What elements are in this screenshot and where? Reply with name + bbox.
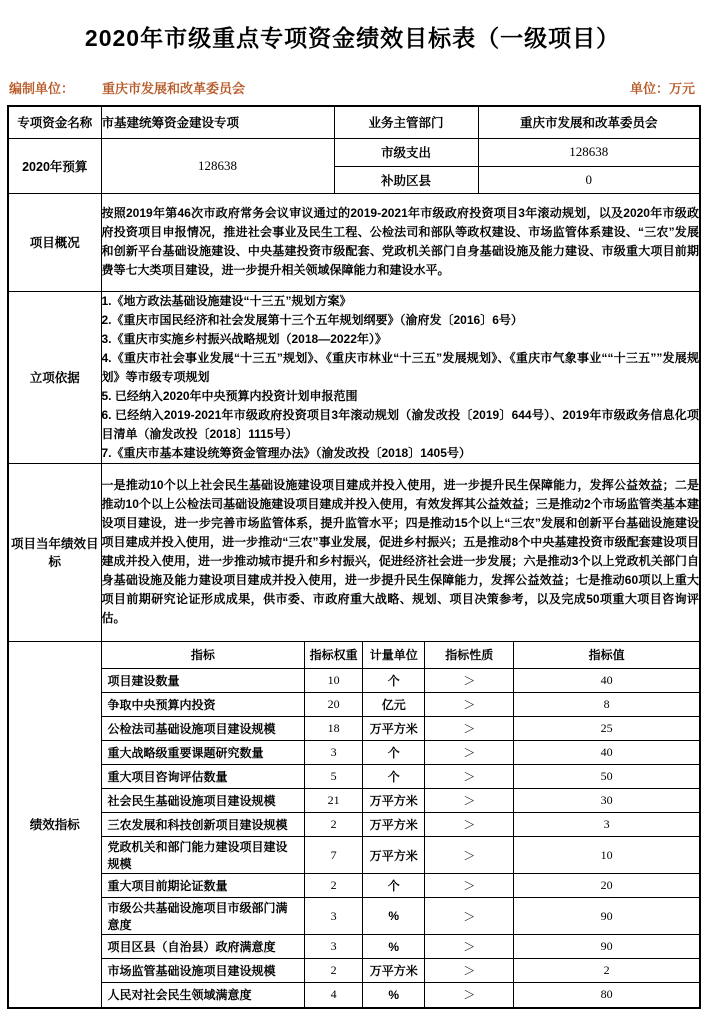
fund-name-label: 专项资金名称 [8,106,101,138]
indicator-nature: ＞ [425,693,514,717]
indicator-nature: ＞ [425,789,514,813]
indicator-unit: 个 [363,669,425,693]
basis-text [101,291,700,463]
indicator-name: 重大项目咨询评估数量 [102,765,305,789]
indicator-row [102,765,700,789]
indicator-nature: ＞ [425,874,514,898]
indicator-row [102,717,700,741]
indicator-weight: 20 [305,693,363,717]
meta-row [9,78,695,97]
indicator-unit: 万平方米 [363,813,425,837]
indicator-value: 3 [514,813,699,837]
unit-label: 单位：万元 [629,81,695,96]
indicators-row [8,641,700,1008]
indicator-name: 人民对社会民生领域满意度 [102,983,305,1007]
indicator-row [102,983,700,1007]
dept-value: 重庆市发展和改革委员会 [478,106,700,138]
indicator-name: 重大战略级重要课题研究数量 [102,741,305,765]
annual-goal-row [8,463,700,641]
indicator-weight: 4 [305,983,363,1007]
indicator-nature: ＞ [425,935,514,959]
indicator-name: 党政机关和部门能力建设项目建设规模 [102,837,305,874]
basis-label: 立项依据 [8,291,101,463]
fund-name-row [8,106,700,138]
indicator-value: 80 [514,983,699,1007]
indicator-row [102,741,700,765]
indicators-header-row [102,642,700,669]
indicator-weight: 3 [305,741,363,765]
indicator-unit: % [363,935,425,959]
indicator-nature: ＞ [425,959,514,983]
indicator-name: 项目区县（自治县）政府满意度 [102,935,305,959]
indicator-value: 90 [514,935,699,959]
indicator-weight: 2 [305,959,363,983]
indicator-nature: ＞ [425,837,514,874]
indicator-unit: 个 [363,741,425,765]
indicator-weight: 10 [305,669,363,693]
indicator-nature: ＞ [425,983,514,1007]
subsidy-value: 0 [478,166,700,193]
indicator-nature: ＞ [425,765,514,789]
annual-goal-text: 一是推动10个以上社会民生基础设施建设项目建成并投入使用，进一步提升民生保障能力，发挥公益效益；二是推动10个以上公检法司基础设施建设项目建成并投入使用，有效发挥其公益效益；三是推动2个市场监管类基本建设项目建设，进一步完善市场监管体系，提升监管水平；四是推动15个以上“三农”发展和创新平台基础设施建设项目建成并投入使用，进一步推动“三农”事业发展，促进乡村振兴；五是推动8个中央基建投资市级配套建设项目建成并投入使用，进一步推动城市提升和乡村振兴，促进经济社会进一步发展；六是推动3个以上党政机关部门自身基础设施及能力建设项目建成并投入使用，进一步提升民生保障能力，发挥公益效益；七是推动60项以上重大项目前期研究论证形成成果，供市委、市政府重大战略、规划、项目决策参考，以及完成50项重大项目咨询评估。 [101,463,700,641]
indicators-label: 绩效指标 [8,641,101,1008]
city-expense-label: 市级支出 [334,138,478,166]
indicator-unit: 个 [363,874,425,898]
indicator-unit: % [363,983,425,1007]
header-unit: 计量单位 [363,642,425,669]
page-title: 2020年市级重点专项资金绩效目标表（一级项目） [84,25,621,51]
basis-item: 5. 已经纳入2020年中央预算内投资计划申报范围 [101,388,358,403]
indicator-name: 市场监管基础设施项目建设规模 [102,959,305,983]
indicator-name: 市级公共基础设施项目市级部门满意度 [102,898,305,935]
budget-value: 128638 [101,138,334,193]
budget-row [8,138,700,166]
overview-label: 项目概况 [8,193,101,291]
indicator-unit: 万平方米 [363,789,425,813]
indicator-weight: 2 [305,813,363,837]
indicator-name: 社会民生基础设施项目建设规模 [102,789,305,813]
indicator-row [102,935,700,959]
indicator-name: 重大项目前期论证数量 [102,874,305,898]
basis-item: 7.《重庆市基本建设统筹资金管理办法》（渝发改投〔2018〕1405号） [101,445,471,460]
indicator-row [102,693,700,717]
indicator-row [102,813,700,837]
indicator-value: 20 [514,874,699,898]
indicator-value: 30 [514,789,699,813]
header-weight: 指标权重 [305,642,363,669]
indicator-unit: 亿元 [363,693,425,717]
basis-item: 6. 已经纳入2019-2021年市级政府投资项目3年滚动规划（渝发改投〔2019〕644号）、2019年市级政务信息化项目清单（渝发改投〔2018〕1115号） [101,407,699,441]
indicator-value: 8 [514,693,699,717]
header-value: 指标值 [514,642,699,669]
indicator-weight: 7 [305,837,363,874]
indicator-value: 40 [514,669,699,693]
indicator-row [102,959,700,983]
basis-row [8,291,700,463]
header-nature: 指标性质 [425,642,514,669]
basis-item: 3.《重庆市实施乡村振兴战略规划（2018—2022年）》 [101,331,387,346]
indicator-unit: 万平方米 [363,837,425,874]
indicator-unit: 万平方米 [363,959,425,983]
indicator-row [102,669,700,693]
indicator-row [102,789,700,813]
annual-goal-label: 项目当年绩效目标 [8,463,101,641]
indicator-name: 三农发展和科技创新项目建设规模 [102,813,305,837]
indicator-unit: 个 [363,765,425,789]
indicator-value: 90 [514,898,699,935]
subsidy-label: 补助区县 [334,166,478,193]
prepared-by-value: 重庆市发展和改革委员会 [102,81,246,96]
dept-label: 业务主管部门 [334,106,478,138]
prepared-by [9,78,245,97]
indicators-table [102,642,700,1007]
indicator-weight: 3 [305,898,363,935]
indicator-nature: ＞ [425,898,514,935]
indicator-nature: ＞ [425,717,514,741]
indicator-value: 10 [514,837,699,874]
indicator-weight: 21 [305,789,363,813]
indicator-weight: 5 [305,765,363,789]
indicators-table-cell [101,641,700,1008]
overview-text: 按照2019年第46次市政府常务会议审议通过的2019-2021年市级政府投资项目3年滚动规划，以及2020年市级政府投资项目申报情况，推进社会事业及民生工程、公检法司和部队等政权建设、市场监管体系建设、“三农”发展和创新平台基础设施建设、中央基建投资市级配套、党政机关部门自身基础设施及能力建设、市级重大项目前期费等七大类项目建设，进一步提升相关领域保障能力和建设水平。 [101,193,700,291]
indicator-value: 50 [514,765,699,789]
fund-name-value: 市基建统筹资金建设专项 [101,106,334,138]
header-indicator: 指标 [102,642,305,669]
basis-item: 1.《地方政法基础设施建设“十三五”规划方案》 [101,293,352,308]
indicator-weight: 2 [305,874,363,898]
indicator-nature: ＞ [425,813,514,837]
indicator-nature: ＞ [425,669,514,693]
indicator-name: 公检法司基础设施项目建设规模 [102,717,305,741]
indicator-unit: 万平方米 [363,717,425,741]
prepared-by-label: 编制单位： [9,81,75,96]
city-expense-value: 128638 [478,138,700,166]
indicator-value: 2 [514,959,699,983]
indicator-row [102,837,700,874]
indicator-row [102,874,700,898]
indicator-row [102,898,700,935]
indicator-weight: 18 [305,717,363,741]
overview-row [8,193,700,291]
indicator-nature: ＞ [425,741,514,765]
indicator-weight: 3 [305,935,363,959]
budget-label: 2020年预算 [8,138,101,193]
indicator-value: 40 [514,741,699,765]
main-table [7,105,701,1009]
basis-item: 2.《重庆市国民经济和社会发展第十三个五年规划纲要》（渝府发〔2016〕6号） [101,312,523,327]
indicator-value: 25 [514,717,699,741]
basis-item: 4.《重庆市社会事业发展“十三五”规划》、《重庆市林业“十三五”发展规划》、《重庆市气象事业““十三五””发展规划》等市级专项规划 [101,350,699,384]
indicator-name: 项目建设数量 [102,669,305,693]
indicator-name: 争取中央预算内投资 [102,693,305,717]
indicator-unit: % [363,898,425,935]
